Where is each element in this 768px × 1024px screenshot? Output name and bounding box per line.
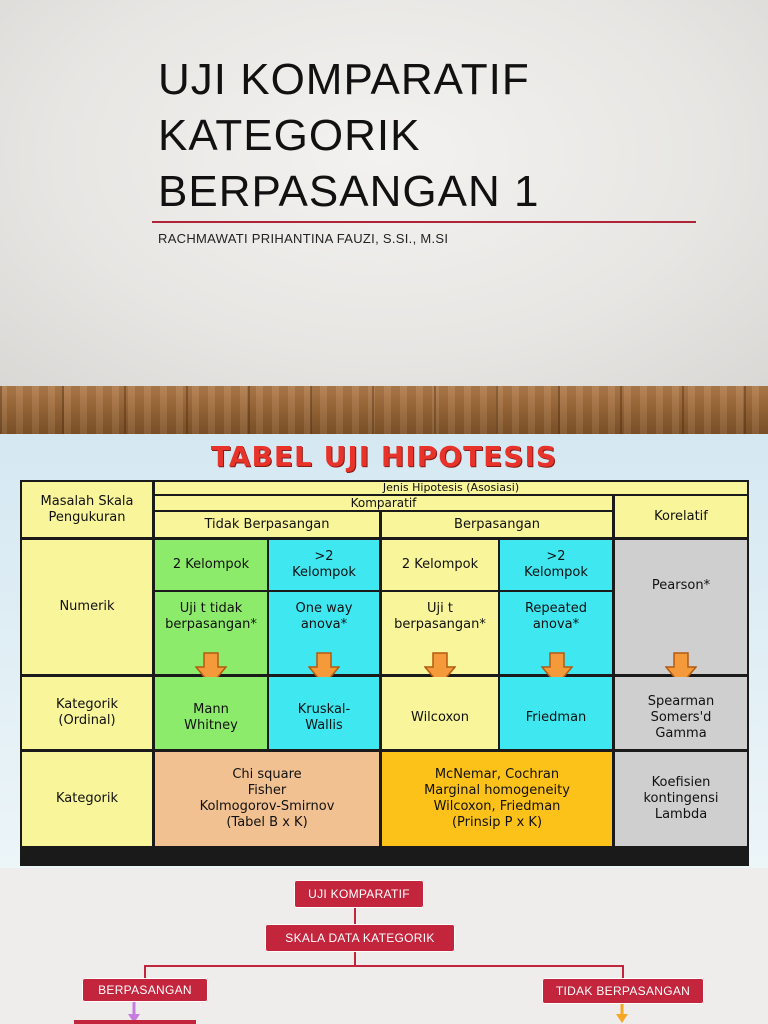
flow-berpasangan: BERPASANGAN bbox=[82, 978, 208, 1002]
cell-friedman: Friedman bbox=[500, 677, 612, 749]
cell-uji-t-tidak-berpasangan: Uji t tidak berpasangan* bbox=[155, 592, 267, 674]
cell-mann-whitney: Mann Whitney bbox=[155, 677, 267, 749]
header-berpasangan: Berpasangan bbox=[382, 512, 612, 537]
cell-tb-gt2-kelompok: >2 Kelompok bbox=[269, 540, 379, 590]
flow-next-box-edge bbox=[74, 1020, 196, 1024]
wood-divider bbox=[0, 386, 768, 434]
cell-wilcoxon: Wilcoxon bbox=[382, 677, 498, 749]
header-scale: Masalah Skala Pengukuran bbox=[22, 482, 152, 537]
down-arrow-icon bbox=[615, 1004, 629, 1024]
cell-repeated-anova: Repeated anova* bbox=[500, 592, 612, 674]
connector-line bbox=[144, 965, 146, 978]
header-korelatif: Korelatif bbox=[615, 496, 747, 537]
header-jenis: Jenis Hipotesis (Asosiasi) bbox=[155, 482, 747, 494]
cell-b-gt2-kelompok: >2 Kelompok bbox=[500, 540, 612, 590]
cell-b-2-kelompok: 2 Kelompok bbox=[382, 540, 498, 590]
table-title: TABEL UJI HIPOTESIS bbox=[210, 440, 558, 473]
row-label-numerik: Numerik bbox=[22, 540, 152, 674]
connector-line bbox=[622, 965, 624, 978]
flowchart-slide bbox=[0, 868, 768, 1024]
cell-spearman: Spearman Somers'd Gamma bbox=[615, 677, 747, 749]
connector-line bbox=[144, 965, 624, 967]
flow-tidak-berpasangan: TIDAK BERPASANGAN bbox=[542, 978, 704, 1004]
title-slide bbox=[0, 0, 768, 386]
cell-kruskal-wallis: Kruskal- Wallis bbox=[269, 677, 379, 749]
title-line-1: UJI KOMPARATIF bbox=[158, 55, 530, 104]
title-divider bbox=[152, 221, 696, 223]
title-line-3: BERPASANGAN 1 bbox=[158, 167, 540, 216]
cell-tb-2-kelompok: 2 Kelompok bbox=[155, 540, 267, 590]
author-subtitle: RACHMAWATI PRIHANTINA FAUZI, S.SI., M.SI bbox=[158, 231, 449, 246]
flow-skala-data-kategorik: SKALA DATA KATEGORIK bbox=[265, 924, 455, 952]
connector-line bbox=[354, 952, 356, 966]
connector-line bbox=[354, 908, 356, 924]
cell-one-way-anova: One way anova* bbox=[269, 592, 379, 674]
slide-title bbox=[158, 52, 718, 220]
row-label-kategorik: Kategorik bbox=[22, 752, 152, 846]
cell-mcnemar: McNemar, Cochran Marginal homogeneity Wilcoxon, Friedman (Prinsip P x K) bbox=[382, 752, 612, 846]
title-line-2: KATEGORIK bbox=[158, 111, 421, 160]
flow-root-uji-komparatif: UJI KOMPARATIF bbox=[294, 880, 424, 908]
cell-koefisien: Koefisien kontingensi Lambda bbox=[615, 752, 747, 846]
cell-uji-t-berpasangan: Uji t berpasangan* bbox=[382, 592, 498, 674]
header-komparatif: Komparatif bbox=[155, 496, 612, 510]
header-tidak-berpasangan: Tidak Berpasangan bbox=[155, 512, 379, 537]
cell-pearson: Pearson* bbox=[615, 540, 747, 674]
row-label-ordinal: Kategorik (Ordinal) bbox=[22, 677, 152, 749]
cell-chi-square: Chi square Fisher Kolmogorov-Smirnov (Tabel B x K) bbox=[155, 752, 379, 846]
table-slide bbox=[0, 434, 768, 868]
